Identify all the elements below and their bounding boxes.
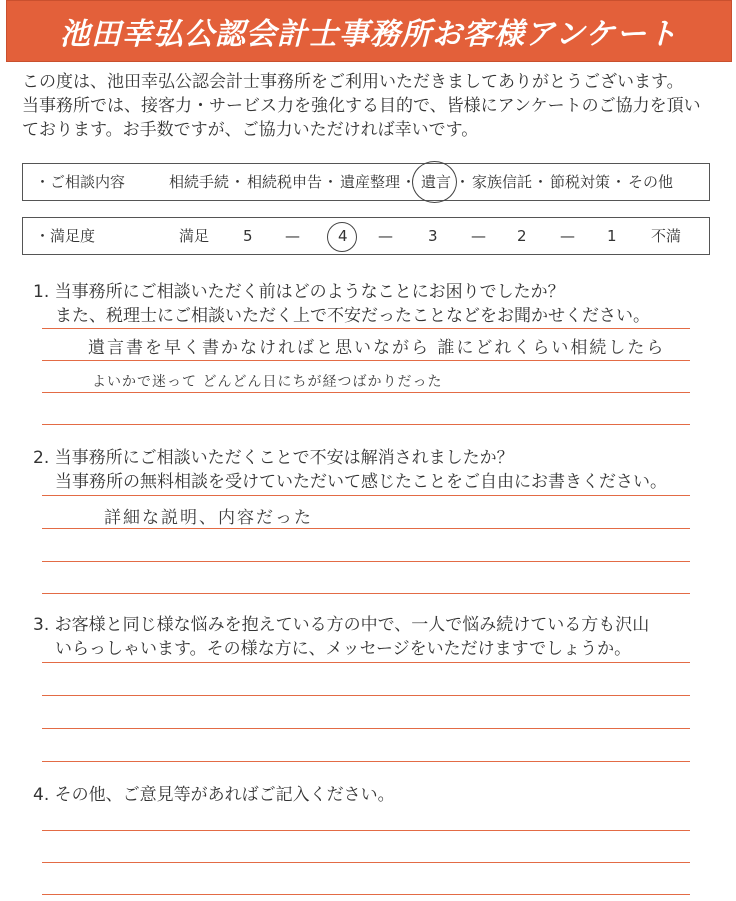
answer-line[interactable] [42, 761, 690, 762]
answer-line[interactable] [42, 695, 690, 696]
satisfied-label: 満足 [179, 227, 210, 245]
rating-dash: — [378, 227, 393, 245]
intro-line: この度は、池田幸弘公認会計士事務所をご利用いただきましてありがとうございます。 [22, 72, 684, 92]
satisfaction-box [22, 217, 710, 255]
question-4 [33, 783, 395, 807]
rating-dash: — [560, 227, 575, 245]
question-3 [33, 613, 649, 661]
question-line: 4. その他、ご意見等があればご記入ください。 [33, 785, 395, 805]
option-separator: ・ [611, 173, 627, 191]
answer-line[interactable] [42, 894, 690, 895]
rating-5[interactable]: 5 [243, 227, 253, 245]
intro-line: 当事務所では、接客力・サービス力を強化する目的で、皆様にアンケートのご協力を頂い [22, 96, 701, 116]
option-family-trust[interactable]: 家族信託 [472, 173, 533, 191]
option-separator: ・ [230, 173, 246, 191]
question-1 [33, 280, 650, 328]
option-separator: ・ [323, 173, 339, 191]
rating-2[interactable]: 2 [517, 227, 527, 245]
answer-line[interactable] [42, 728, 690, 729]
consultation-label: ・ご相談内容 [35, 173, 126, 191]
option-tax-saving[interactable]: 節税対策 [550, 173, 611, 191]
answer-line [42, 424, 690, 425]
answer-line [42, 392, 690, 393]
rating-1[interactable]: 1 [607, 227, 617, 245]
option-other[interactable]: その他 [628, 173, 674, 191]
rating-dash: — [285, 227, 300, 245]
question-line: いらっしゃいます。その様な方に、メッセージをいただけますでしょうか。 [55, 639, 632, 659]
dissatisfied-label: 不満 [651, 227, 682, 245]
option-separator: ・ [533, 173, 549, 191]
answer-line [42, 328, 690, 329]
answer-line [42, 360, 690, 361]
question-line: 1. 当事務所にご相談いただく前はどのようなことにお困りでしたか？ [33, 282, 565, 302]
question-line: また、税理士にご相談いただく上で不安だったことなどをお聞かせください。 [55, 306, 650, 326]
answer-line [42, 495, 690, 496]
rating-dash: — [471, 227, 486, 245]
intro-line: ております。お手数ですが、ご協力いただければ幸いです。 [22, 120, 479, 140]
question-line: 2. 当事務所にご相談いただくことで不安は解消されましたか？ [33, 448, 514, 468]
option-separator: ・ [401, 173, 417, 191]
title-banner [6, 0, 732, 62]
rating-4[interactable]: 4 [338, 227, 348, 245]
question-line: 3. お客様と同じ様な悩みを抱えている方の中で、一人で悩み続けている方も沢山 [33, 615, 650, 635]
handwritten-answer: 遺言書を早く書かなければと思いながら 誰にどれくらい相続したら [88, 338, 666, 358]
consultation-box [22, 163, 710, 201]
handwritten-answer: 詳細な説明、内容だった [104, 508, 313, 528]
question-2 [33, 446, 667, 494]
answer-line[interactable] [42, 830, 690, 831]
answer-line[interactable] [42, 662, 690, 663]
option-inheritance-procedure[interactable]: 相続手続 [169, 173, 230, 191]
answer-line[interactable] [42, 862, 690, 863]
answer-line [42, 593, 690, 594]
option-inheritance-tax[interactable]: 相続税申告 [247, 173, 323, 191]
page-title: 池田幸弘公認会計士事務所お客様アンケート [59, 17, 679, 52]
option-will[interactable]: 遺言 [421, 173, 452, 191]
satisfaction-label: ・満足度 [35, 227, 96, 245]
option-estate-settlement[interactable]: 遺産整理 [340, 173, 401, 191]
intro-text [22, 70, 722, 142]
rating-3[interactable]: 3 [428, 227, 438, 245]
selection-circle [327, 222, 357, 252]
answer-line [42, 528, 690, 529]
answer-line [42, 561, 690, 562]
option-separator: ・ [455, 173, 471, 191]
handwritten-answer: よいかで迷って どんどん日にちが経つばかりだった [92, 374, 443, 390]
question-line: 当事務所の無料相談を受けていただいて感じたことをご自由にお書きください。 [55, 472, 667, 492]
selection-circle [412, 161, 457, 203]
